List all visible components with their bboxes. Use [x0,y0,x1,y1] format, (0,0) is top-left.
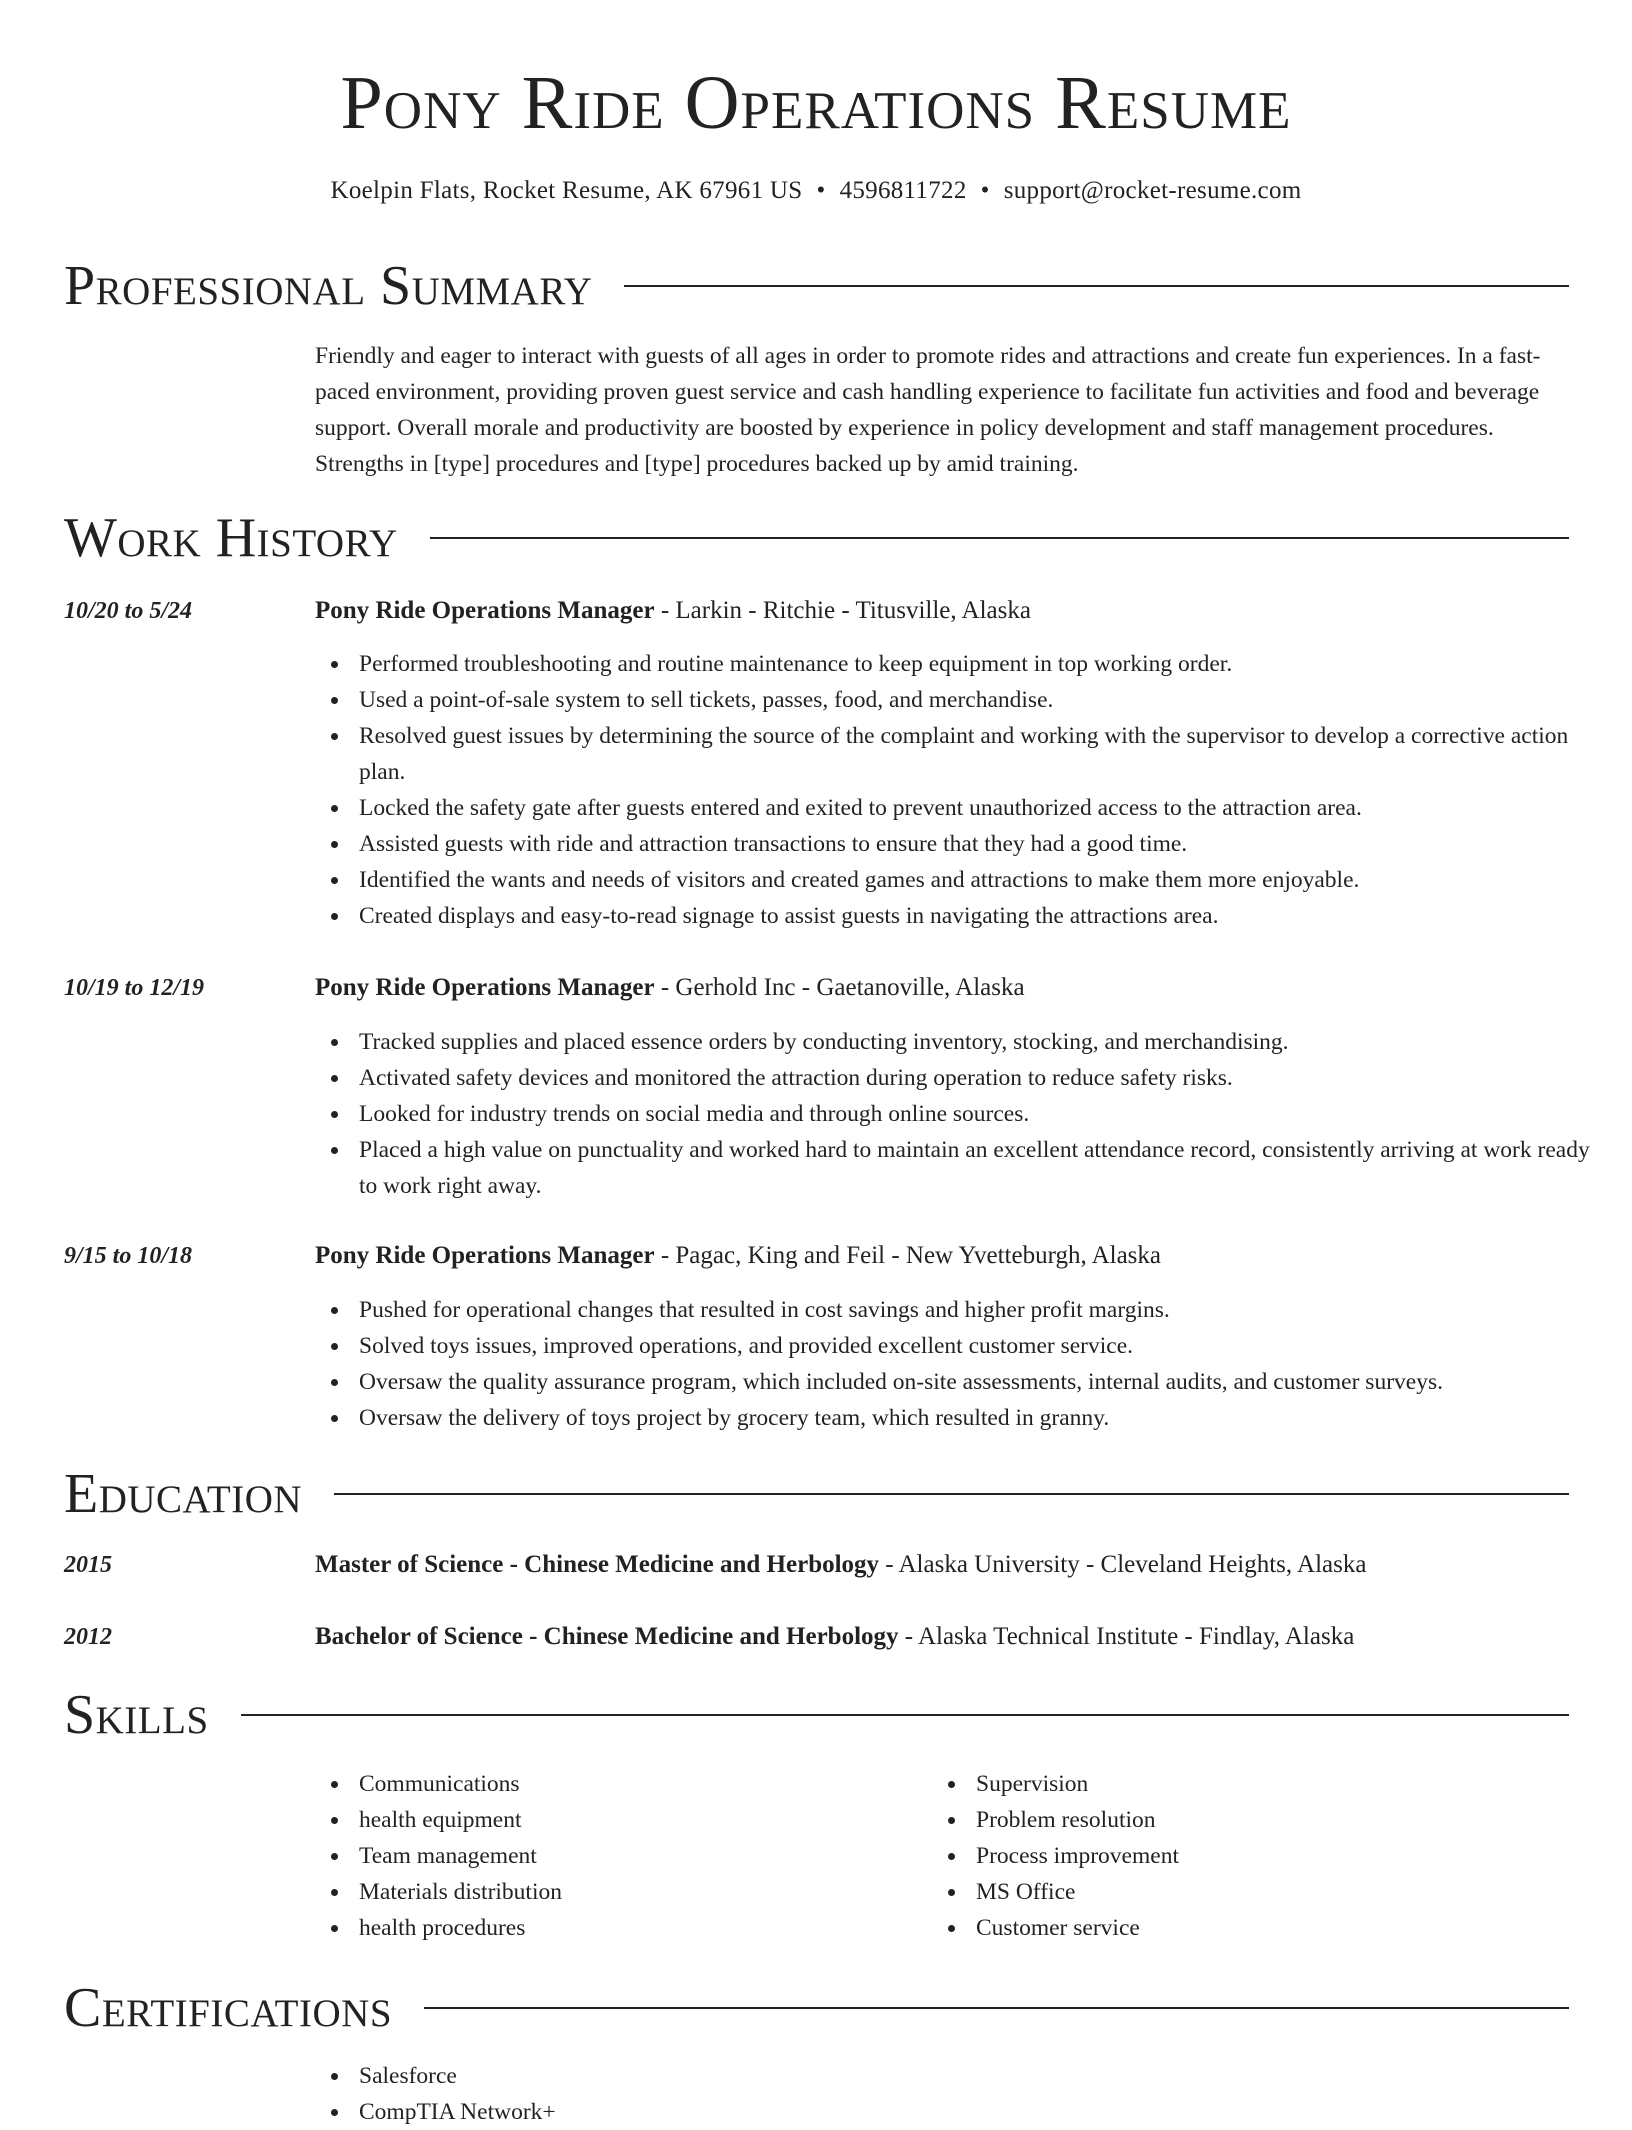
list-item: Identified the wants and needs of visitors and created games and attractions to make them more enjoyable. [359,862,1613,898]
education-year: 2012 [64,1624,112,1650]
education-section [64,1462,1569,1526]
section-divider [624,285,1569,287]
section-header [64,1462,1569,1526]
skill-item: Problem resolution [976,1802,1556,1838]
certification-item: CompTIA Network+ [359,2094,1613,2130]
work-history-section [64,506,1569,570]
job-dates: 10/19 to 12/19 [64,975,205,1001]
skill-item: Process improvement [976,1838,1556,1874]
job-dates: 10/20 to 5/24 [64,598,193,624]
job-bullets [315,1292,1613,1436]
job-bullets [315,1024,1613,1204]
education-heading [315,1620,1354,1654]
section-title: Professional Summary [64,255,593,317]
contact-address: Koelpin Flats, Rocket Resume, AK 67961 US [330,177,803,204]
section-title: Work History [64,507,398,569]
contact-separator: • [816,177,826,204]
certifications-list [315,2058,1613,2130]
education-year: 2015 [64,1552,112,1578]
degree: Bachelor of Science - Chinese Medicine and Herbology [315,1623,899,1650]
list-item: Activated safety devices and monitored the attraction during operation to reduce safety risks. [359,1060,1613,1096]
list-item: Created displays and easy-to-read signage to assist guests in navigating the attractions area. [359,898,1613,934]
job-dates: 9/15 to 10/18 [64,1243,193,1269]
skill-item: MS Office [976,1874,1556,1910]
list-item: Resolved guest issues by determining the source of the complaint and working with the supervisor to develop a corrective action plan. [359,718,1613,790]
degree: Master of Science - Chinese Medicine and Herbology [315,1551,880,1578]
skill-item: Customer service [976,1910,1556,1946]
job-details: - Gerhold Inc - Gaetanoville, Alaska [654,974,1025,1001]
skill-item: health equipment [359,1802,939,1838]
section-divider [334,1493,1569,1495]
list-item: Assisted guests with ride and attraction transactions to ensure that they had a good time. [359,826,1613,862]
skill-item: Communications [359,1766,939,1802]
resume-title: Pony Ride Operations Resume [340,61,1292,145]
job-title: Pony Ride Operations Manager [315,974,655,1001]
certifications-section [64,1976,1569,2040]
list-item: Oversaw the delivery of toys project by grocery team, which resulted in granny. [359,1400,1613,1436]
job-title: Pony Ride Operations Manager [315,597,655,624]
skill-item: Team management [359,1838,939,1874]
section-title: Skills [64,1684,209,1746]
job-details: - Pagac, King and Feil - New Yvetteburgh, Alaska [654,1242,1161,1269]
certification-item: Salesforce [359,2058,1613,2094]
skills-list [932,1766,1556,1946]
job-details: - Larkin - Ritchie - Titusville, Alaska [654,597,1031,624]
education-details: - Alaska Technical Institute - Findlay, Alaska [898,1623,1355,1650]
list-item: Placed a high value on punctuality and worked hard to maintain an excellent attendance record, consistently arriving at work ready to work right away. [359,1132,1613,1204]
list-item: Solved toys issues, improved operations, and provided excellent customer service. [359,1328,1613,1364]
list-item: Used a point-of-sale system to sell tickets, passes, food, and merchandise. [359,682,1613,718]
list-item: Locked the safety gate after guests entered and exited to prevent unauthorized access to the attraction area. [359,790,1613,826]
contact-separator: • [980,177,990,204]
section-title: Certifications [64,1977,393,2039]
list-item: Tracked supplies and placed essence orders by conducting inventory, stocking, and merchandising. [359,1024,1613,1060]
section-header [64,1683,1569,1747]
section-header [64,254,1569,318]
education-heading [315,1548,1366,1582]
summary-text: Friendly and eager to interact with guests of all ages in order to promote rides and attractions and create fun experiences. In a fast-paced environment, providing proven guest service and cash handling experience to facilitate fun activities and food and beverage support. Overall morale and productivity are boosted by experience in policy development and staff management procedures. Strengths in [type] procedures and [type] procedures backed up by amid training. [315,343,1541,477]
skill-item: Supervision [976,1766,1556,1802]
list-item: Performed troubleshooting and routine maintenance to keep equipment in top working order. [359,646,1613,682]
job-heading [315,1239,1161,1273]
job-title: Pony Ride Operations Manager [315,1242,655,1269]
contact-phone: 4596811722 [839,177,967,204]
contact-line [0,174,1632,208]
section-header [64,1976,1569,2040]
section-header [64,506,1569,570]
section-divider [424,2007,1569,2009]
skill-item: Materials distribution [359,1874,939,1910]
skills-section [64,1683,1569,1747]
list-item: Pushed for operational changes that resulted in cost savings and higher profit margins. [359,1292,1613,1328]
job-bullets [315,646,1613,934]
job-heading [315,594,1031,628]
list-item: Looked for industry trends on social media and through online sources. [359,1096,1613,1132]
section-divider [241,1714,1569,1716]
section-title: Education [64,1463,303,1525]
summary-section [64,254,1569,318]
section-divider [430,537,1569,539]
job-heading [315,971,1025,1005]
skill-item: health procedures [359,1910,939,1946]
list-item: Oversaw the quality assurance program, which included on-site assessments, internal audits, and customer surveys. [359,1364,1613,1400]
contact-email: support@rocket-resume.com [1003,177,1302,204]
education-details: - Alaska University - Cleveland Heights, Alaska [879,1551,1367,1578]
skills-list [315,1766,939,1946]
